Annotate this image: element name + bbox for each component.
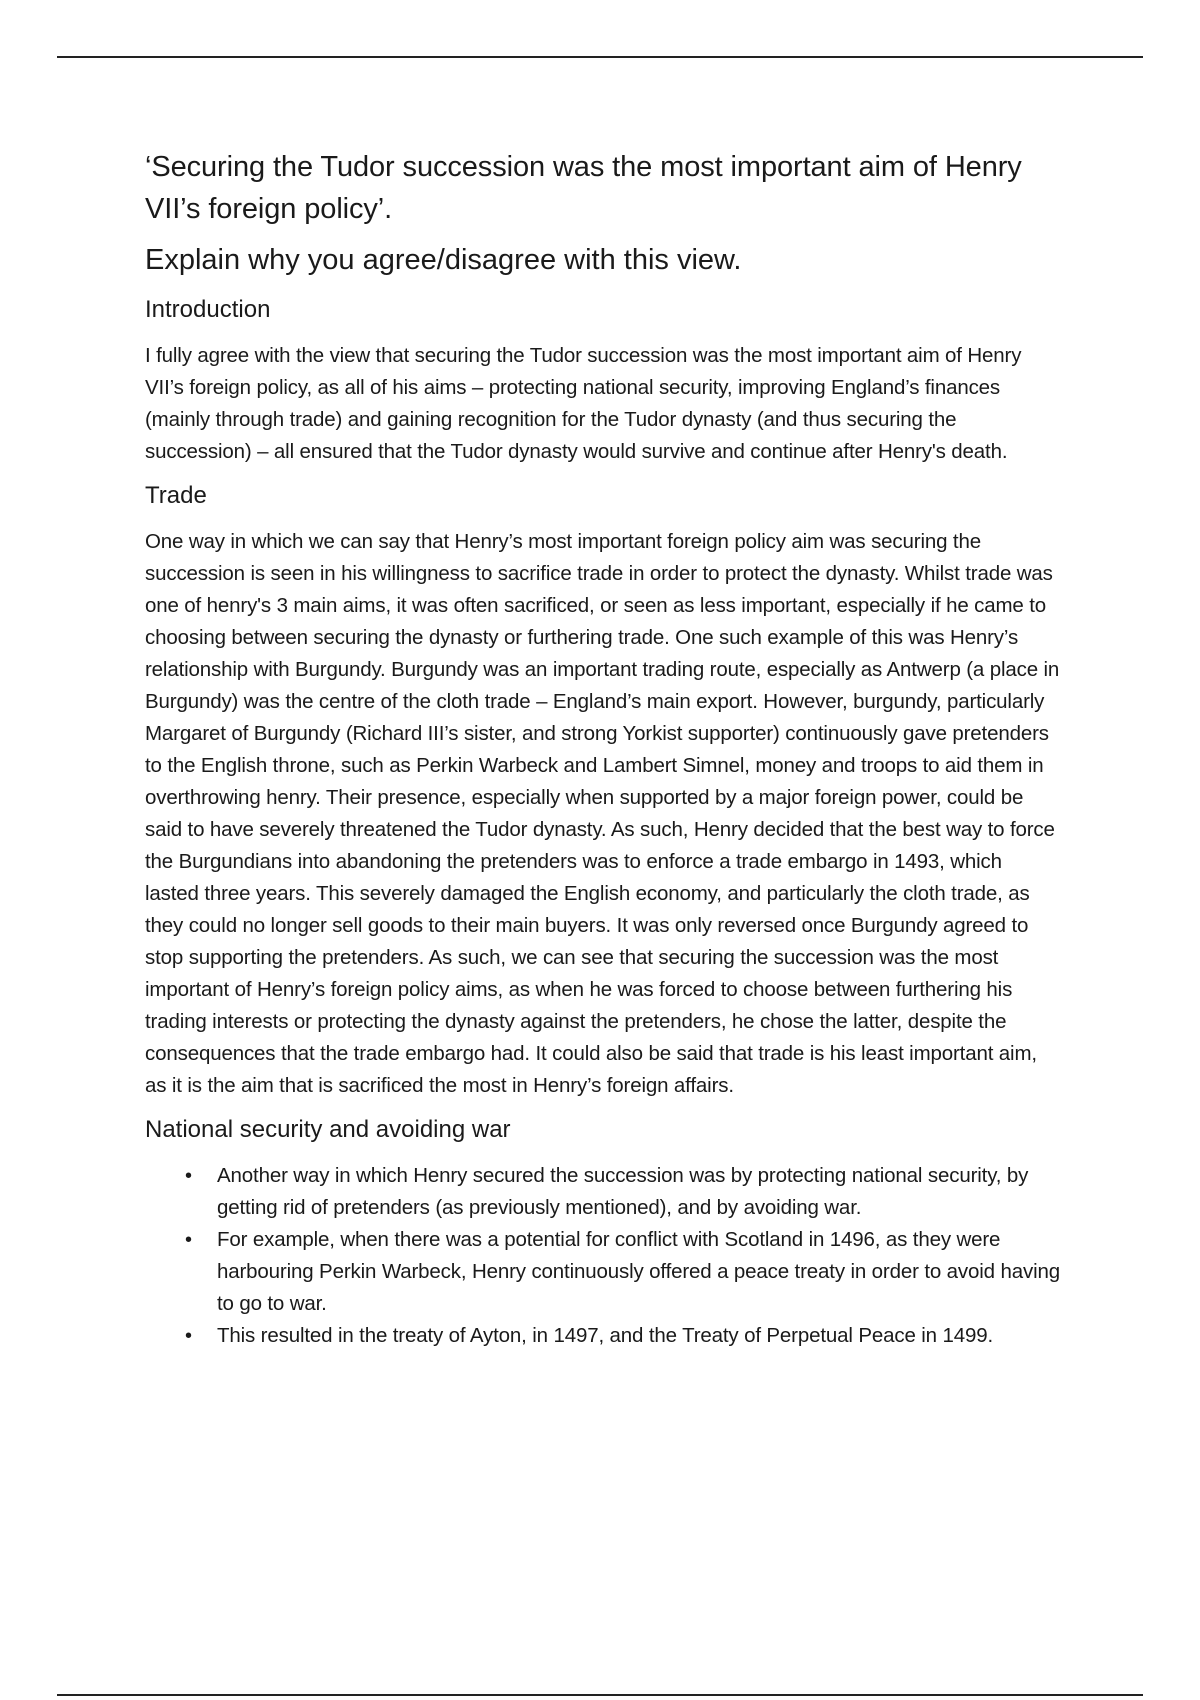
bullet-icon: •: [185, 1165, 192, 1187]
list-item: [145, 1224, 1060, 1320]
list-item: [145, 1320, 1060, 1352]
header-rule: [57, 56, 1143, 58]
section-heading-introduction: Introduction: [145, 296, 271, 323]
section-heading-security: National security and avoiding war: [145, 1116, 511, 1143]
list-item-text: Another way in which Henry secured the succession was by protecting national security, by getting rid of pretenders (as previously mentioned), and by avoiding war.: [217, 1164, 1029, 1219]
security-bullet-list: [145, 1160, 1060, 1352]
section-heading-trade: Trade: [145, 482, 207, 509]
essay-question: Explain why you agree/disagree with this view.: [145, 244, 742, 276]
list-item: [145, 1160, 1060, 1224]
introduction-paragraph: I fully agree with the view that securing the Tudor succession was the most important aim of Henry VII’s foreign policy, as all of his aims – protecting national security, improving England’s finances (mainly through trade) and gaining recognition for the Tudor dynasty (and thus securing the succession) – all ensured that the Tudor dynasty would survive and continue after Henry's death.: [145, 344, 1022, 463]
trade-paragraph: One way in which we can say that Henry’s most important foreign policy aim was securing the succession is seen in his willingness to sacrifice trade in order to protect the dynasty. Whilst trade was one of henry's 3 main aims, it was often sacrificed, or seen as less important, especially if he came to choosing between securing the dynasty or furthering trade. One such example of this was Henry’s relationship with Burgundy. Burgundy was an important trading route, especially as Antwerp (a place in Burgundy) was the centre of the cloth trade – England’s main export. However, burgundy, particularly Margaret of Burgundy (Richard III’s sister, and strong Yorkist supporter) continuously gave pretenders to the English throne, such as Perkin Warbeck and Lambert Simnel, money and troops to aid them in overthrowing henry. Their presence, especially when supported by a major foreign power, could be said to have severely threatened the Tudor dynasty. As such, Henry decided that the best way to force the Burgundians into abandoning the pretenders was to enforce a trade embargo in 1493, which lasted three years. This severely damaged the English economy, and particularly the cloth trade, as they could no longer sell goods to their main buyers. It was only reversed once Burgundy agreed to stop supporting the pretenders. As such, we can see that securing the succession was the most important of Henry’s foreign policy aims, as when he was forced to choose between furthering his trading interests or protecting the dynasty against the pretenders, he chose the latter, despite the consequences that the trade embargo had. It could also be said that trade is his least important aim, as it is the aim that is sacrificed the most in Henry’s foreign affairs.: [145, 530, 1060, 1097]
essay-title: ‘Securing the Tudor succession was the most important aim of Henry VII’s foreign policy’.: [145, 151, 1022, 225]
document-body: [145, 146, 1060, 1352]
footer-rule: [57, 1694, 1143, 1696]
list-item-text: This resulted in the treaty of Ayton, in 1497, and the Treaty of Perpetual Peace in 1499.: [217, 1324, 994, 1347]
bullet-icon: •: [185, 1229, 192, 1251]
list-item-text: For example, when there was a potential for conflict with Scotland in 1496, as they were harbouring Perkin Warbeck, Henry continuously offered a peace treaty in order to avoid having to go to war.: [217, 1228, 1060, 1315]
bullet-icon: •: [185, 1325, 192, 1347]
